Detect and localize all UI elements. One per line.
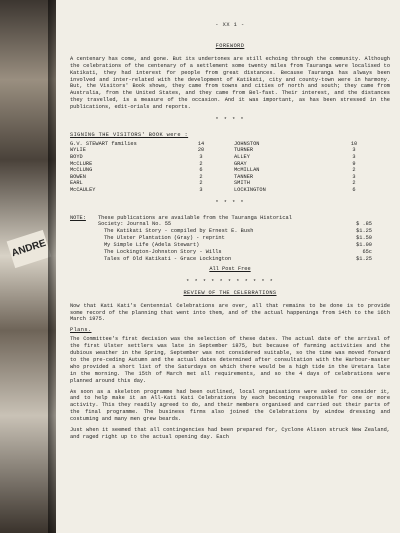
visitor-count: 14 bbox=[197, 140, 205, 147]
visitor-name: GRAY bbox=[234, 160, 247, 167]
publication-title: My Simple Life (Adela Stewart) bbox=[104, 242, 200, 249]
visitor-count: 9 bbox=[352, 160, 356, 167]
visitor-name: TANNER bbox=[234, 173, 254, 180]
visitor-name: TURNER bbox=[234, 147, 254, 154]
document-page bbox=[56, 0, 400, 533]
plans-paragraph: The Committee's first decision was the selection of these dates. The actual date of the arrival of the first Ulster settlers was late in September 1875, but because of farming activities and the dubious weather in the Spring, September was not considered suitable, so the time was moved forward to the pre-ceding Autumn and the actual dates determined after consultation with the Harbour-master who provided a short list of the Saturdays on which there would be a high tide in the Uretara late in the morning. The 15th of March met all requirements, and so the 4 days of celebrations were planned around this day. bbox=[70, 336, 390, 384]
publication-price: $1.25 bbox=[356, 255, 372, 262]
visitor-name: LOCKINGTON bbox=[234, 187, 266, 194]
page-number: - XX 1 - bbox=[215, 22, 245, 28]
publication-title: The Lockington-Johnston Story - Wills bbox=[104, 249, 222, 256]
visitor-count: 10 bbox=[350, 140, 358, 147]
visitor-name: BOYD bbox=[70, 154, 83, 161]
section-divider: * * * * bbox=[215, 117, 245, 124]
visitor-name: BOWEN bbox=[70, 173, 86, 180]
visitor-count: 2 bbox=[199, 160, 203, 167]
visitor-count: 3 bbox=[352, 154, 356, 161]
publication-item bbox=[98, 249, 390, 256]
visitors-heading: SIGNING THE VISITORS' BOOK were : bbox=[70, 131, 189, 138]
visitor-name: McMILLAN bbox=[234, 167, 260, 174]
visitor-row bbox=[70, 167, 384, 174]
visitor-row bbox=[70, 154, 384, 161]
visitor-name: JOHNSTON bbox=[234, 140, 260, 147]
publication-item bbox=[98, 228, 390, 235]
publication-price: $1.50 bbox=[356, 235, 372, 242]
visitor-name: SMITH bbox=[234, 180, 250, 187]
foreword-text: A centenary has come, and gone. But its undertones are still echoing through the community. Although the celebrations of the centenary of a settlement some twenty miles from Tauranga were localised to Katikati, they had interest for people from great distances. Because Tauranga has always been involved and inter-related with the development of Katikati, city and county-town were in harmony. But, the Visitors' Book shows, they came from towns and cities of north and south; they came from Australia, from the United States, and they came from Bel-fast. Their interest, and the distances they travelled, is a measure of the occasion. And it was important, as has been stressed in the publications, edit-orials and reports. bbox=[70, 55, 390, 111]
visitor-name: ALLEY bbox=[234, 154, 250, 161]
publication-title: The Katikati Story - compiled by Ernest E. Bush bbox=[104, 228, 254, 235]
publications-note bbox=[70, 215, 390, 263]
visitor-count: 20 bbox=[197, 147, 205, 154]
visitor-count: 3 bbox=[352, 173, 356, 180]
note-label: NOTE: bbox=[70, 214, 86, 221]
review-intro: Now that Kati Kati's Centennial Celebrations are over, all that remains to be done is to provide some record of the planning that went into them, and of the actual happenings from 14th to the 16th March 1975. bbox=[70, 302, 390, 323]
publication-title: The Ulster Plantation (Gray) - reprint bbox=[104, 235, 225, 242]
visitor-row bbox=[70, 161, 384, 168]
visitor-name: EARL bbox=[70, 180, 83, 187]
visitor-name: McCLURE bbox=[70, 160, 93, 167]
visitor-name: McCAULEY bbox=[70, 187, 96, 194]
visitor-name: WYLIE bbox=[70, 147, 86, 154]
publication-title: Tales of Old Katikati - Grace Lockington bbox=[104, 255, 232, 262]
visitor-count: 3 bbox=[352, 147, 356, 154]
publication-price: $1.25 bbox=[356, 228, 372, 235]
visitor-count: 3 bbox=[199, 154, 203, 161]
publication-item bbox=[98, 256, 390, 263]
background-banner: ANDRE bbox=[7, 230, 52, 268]
visitor-row bbox=[70, 141, 384, 148]
visitor-name: G.V. STEWART families bbox=[70, 140, 137, 147]
publication-item bbox=[98, 215, 390, 229]
visitor-count: 6 bbox=[352, 187, 356, 194]
visitor-count: 3 bbox=[199, 187, 203, 194]
publication-item bbox=[98, 235, 390, 242]
section-divider: * * * * * * * * * * * bbox=[186, 278, 274, 285]
visitors-table bbox=[70, 141, 384, 194]
visitor-row bbox=[70, 180, 384, 187]
note-intro: These publications are available from the Tauranga Historical Society: Journal No. 55 bbox=[98, 214, 292, 228]
publication-item bbox=[98, 242, 390, 249]
section-divider: * * * * bbox=[215, 199, 245, 206]
visitor-count: 2 bbox=[199, 173, 203, 180]
visitor-count: 6 bbox=[199, 167, 203, 174]
foreword-heading: FOREWORD bbox=[215, 42, 245, 49]
visitor-row bbox=[70, 187, 384, 194]
visitor-row bbox=[70, 147, 384, 154]
plans-paragraph: As soon as a skeleton programme had been outlined, local organisations were asked to consider it, and to help make it an All-Kati Kati Celebrations by each becoming responsible for one or more activity. This they readily agreed to do, and their members organised and carried out their parts of the final programme. The business firms also joined the Celebrations by window dressing and costuming and many men grew beards. bbox=[70, 388, 390, 423]
visitor-name: McCLUNG bbox=[70, 167, 93, 174]
visitor-count: 2 bbox=[352, 180, 356, 187]
plans-paragraph: Just when it seemed that all contingencies had been prepared for, Cyclone Alison struck New Zealand, and raged right up to the actual opening day. Each bbox=[70, 427, 390, 440]
note-intro-price: $ .85 bbox=[356, 221, 372, 228]
publication-price: 65c bbox=[362, 249, 372, 256]
visitor-count: 2 bbox=[199, 180, 203, 187]
visitor-row bbox=[70, 174, 384, 181]
publication-price: $1.00 bbox=[356, 242, 372, 249]
visitor-count: 2 bbox=[352, 167, 356, 174]
plans-heading: Plans. bbox=[70, 327, 92, 334]
post-free-note: All Post Free bbox=[209, 265, 251, 272]
review-heading: REVIEW OF THE CELEBRATIONS bbox=[183, 289, 277, 296]
